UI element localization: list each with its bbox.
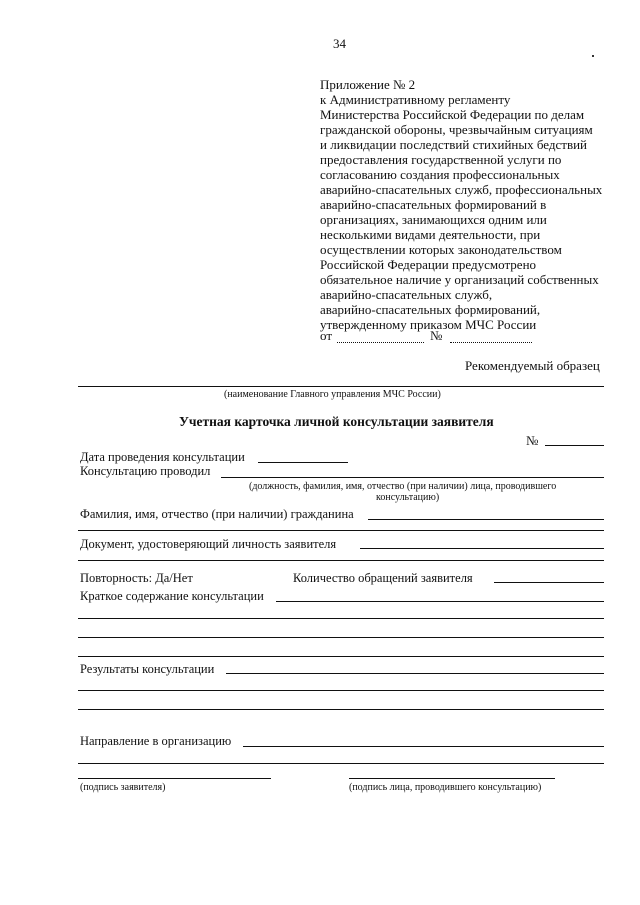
appendix-number-line [450, 342, 532, 343]
card-number-line [545, 445, 604, 446]
appendix-line: и ликвидации последствий стихийных бедствий [320, 137, 587, 152]
appendix-line: аварийно-спасательных формирований в [320, 197, 547, 212]
consultant-caption-1: (должность, фамилия, имя, отчество (при наличии) лица, проводившего [249, 481, 557, 492]
fio-line-2 [78, 530, 604, 531]
consultant-caption-2: консультацию) [376, 492, 440, 503]
results-line-1 [226, 673, 604, 674]
summary-line-1 [276, 601, 604, 602]
referral-label: Направление в организацию [80, 734, 232, 748]
appendix-line: предоставления государственной услуги по [320, 152, 562, 167]
summary-line-2 [78, 618, 604, 619]
summary-line-3 [78, 637, 604, 638]
scan-speck [592, 55, 594, 57]
appendix-line: к Административному регламенту [320, 92, 511, 107]
appendix-line: аварийно-спасательных формирований, [320, 302, 541, 317]
referral-line-2 [78, 763, 604, 764]
repeat-label: Повторность: Да/Нет [80, 571, 193, 585]
consultant-signature-caption: (подпись лица, проводившего консультацию) [349, 782, 542, 793]
appendix-from-label: от [320, 328, 333, 343]
consultant-line [221, 477, 604, 478]
appendix-line: утвержденному приказом МЧС России [320, 317, 537, 332]
appendix-header [320, 77, 602, 332]
recommended-sample: Рекомендуемый образец [465, 358, 600, 373]
referral-line-1 [243, 746, 604, 747]
id-document-label: Документ, удостоверяющий личность заявителя [80, 537, 337, 551]
fio-label: Фамилия, имя, отчество (при наличии) гражданина [80, 507, 354, 521]
appendix-line: аварийно-спасательных служб, [320, 287, 493, 302]
applicant-signature-line [78, 778, 271, 779]
consultation-date-line [258, 462, 348, 463]
id-document-line-1 [360, 548, 604, 549]
appendix-line: осуществлении которых законодательством [320, 242, 562, 257]
results-line-2 [78, 690, 604, 691]
page-number: 34 [333, 36, 346, 51]
appendix-line: организациях, занимающихся одним или [320, 212, 547, 227]
consultant-signature-line [349, 778, 555, 779]
appendix-number-label: № [430, 328, 443, 343]
results-line-3 [78, 709, 604, 710]
appendix-date-line [337, 342, 424, 343]
card-title: Учетная карточка личной консультации заявителя [179, 414, 494, 429]
card-number-label: № [526, 433, 539, 448]
appendix-line: Приложение № 2 [320, 77, 416, 92]
org-name-line [78, 386, 604, 387]
org-caption: (наименование Главного управления МЧС России) [224, 389, 441, 400]
id-document-line-2 [78, 560, 604, 561]
summary-label: Краткое содержание консультации [80, 589, 264, 603]
summary-line-4 [78, 656, 604, 657]
appeal-count-label: Количество обращений заявителя [293, 571, 473, 585]
appendix-line: Российской Федерации предусмотрено [320, 257, 537, 272]
appendix-line: согласованию создания профессиональных [320, 167, 560, 182]
applicant-signature-caption: (подпись заявителя) [80, 782, 166, 793]
appendix-line: обязательное наличие у организаций собственных [320, 272, 599, 287]
appendix-line: Министерства Российской Федерации по делам [320, 107, 585, 122]
fio-line-1 [368, 519, 604, 520]
appeal-count-line [494, 582, 604, 583]
consultant-label: Консультацию проводил [80, 464, 211, 478]
appendix-line: аварийно-спасательных служб, профессиональных [320, 182, 603, 197]
appendix-line: гражданской обороны, чрезвычайным ситуациям [320, 122, 593, 137]
results-label: Результаты консультации [80, 662, 215, 676]
appendix-line: несколькими видами деятельности, при [320, 227, 541, 242]
consultation-date-label: Дата проведения консультации [80, 450, 245, 464]
